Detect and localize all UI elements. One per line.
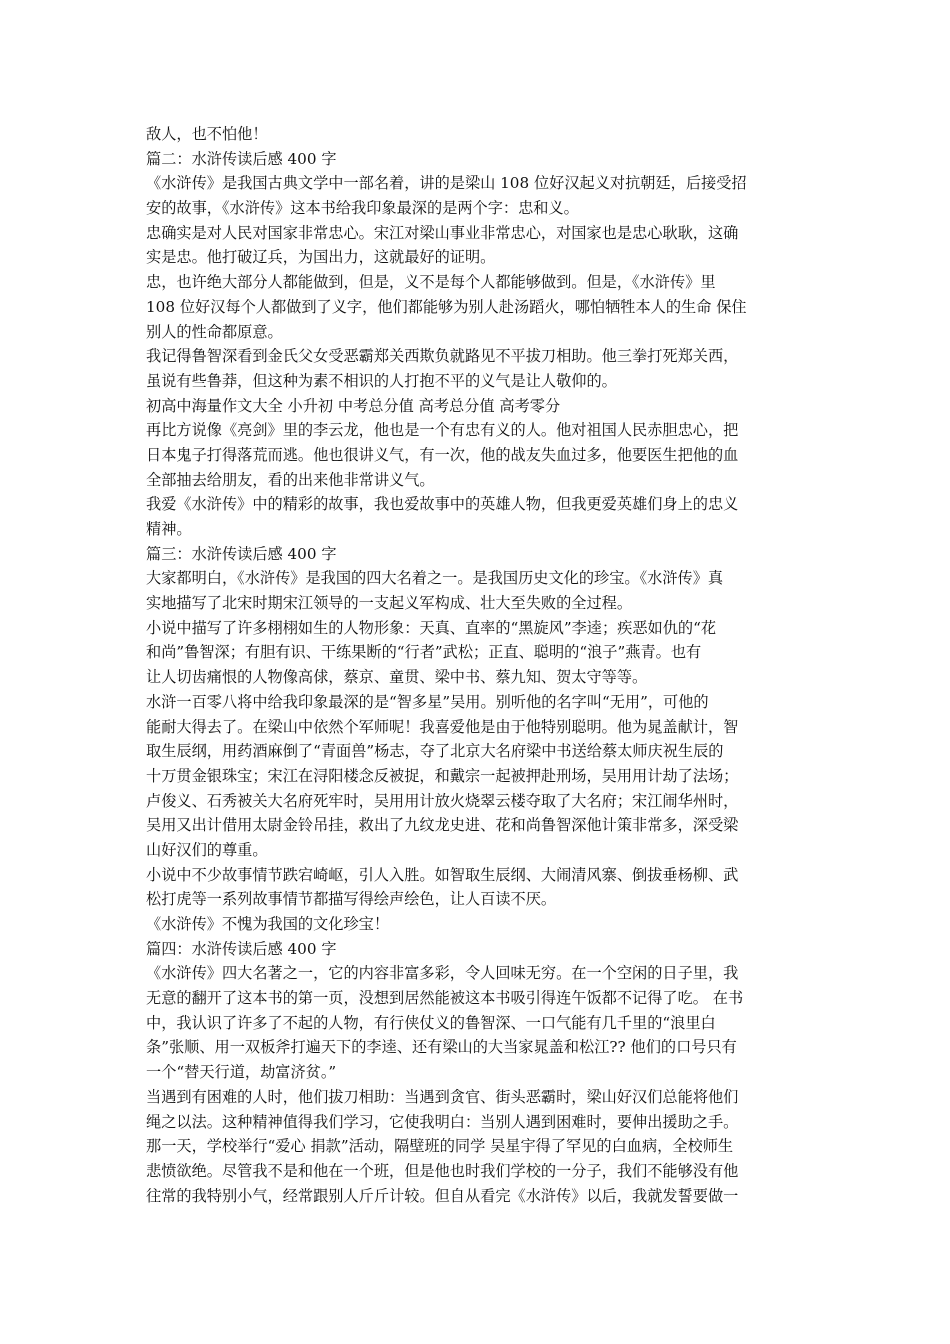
text-line: 当遇到有困难的人时，他们拔刀相助：当遇到贪官、街头恶霸时，梁山好汉们总能将他们 bbox=[146, 1087, 739, 1106]
text-line: 别人的性命都原意。 bbox=[146, 322, 283, 341]
text-line: 水浒一百零八将中给我印象最深的是“智多星”吴用。别听他的名字叫“无用”，可他的 bbox=[146, 692, 709, 711]
text-line: 实地描写了北宋时期宋江领导的一支起义军构成、壮大至失败的全过程。 bbox=[146, 594, 632, 613]
text-line: 松打虎等一系列故事情节都描写得绘声绘色，让人百读不厌。 bbox=[146, 890, 557, 909]
text-line: 再比方说像《亮剑》里的李云龙，他也是一个有忠有义的人。他对祖国人民赤胆忠心，把 bbox=[146, 421, 739, 440]
text-line: 我记得鲁智深看到金氏父女受恶霸郑关西欺负就路见不平拔刀相助。他三拳打死郑关西， bbox=[146, 347, 739, 366]
text-line: 《水浒传》四大名著之一，它的内容非富多彩，令人回味无穷。在一个空闲的日子里，我 bbox=[146, 964, 739, 983]
text-line: 我爱《水浒传》中的精彩的故事，我也爱故事中的英雄人物，但我更爱英雄们身上的忠义 bbox=[146, 495, 739, 514]
text-line: 篇二：水浒传读后感 400 字 bbox=[146, 149, 337, 168]
text-line: 篇四：水浒传读后感 400 字 bbox=[146, 939, 337, 958]
text-line: 吴用又出计借用太尉金铃吊挂，救出了九纹龙史进、花和尚鲁智深他计策非常多，深受梁 bbox=[146, 816, 739, 835]
text-line: 一个“替天行道，劫富济贫。” bbox=[146, 1063, 337, 1082]
text-line: 全部抽去给朋友，看的出来他非常讲义气。 bbox=[146, 470, 435, 489]
document-page bbox=[146, 122, 806, 1208]
text-line: 虽说有些鲁莽，但这种为素不相识的人打抱不平的义气是让人敬仰的。 bbox=[146, 371, 617, 390]
text-line: 《水浒传》不愧为我国的文化珍宝！ bbox=[146, 915, 389, 933]
text-line: 悲愤欲绝。尽管我不是和他在一个班，但是他也时我们学校的一分子，我们不能够没有他 bbox=[146, 1161, 739, 1180]
text-line: 精神。 bbox=[146, 520, 192, 538]
text-line: 大家都明白，《水浒传》是我国的四大名着之一。是我国历史文化的珍宝。《水浒传》真 bbox=[146, 569, 724, 588]
text-line: 绳之以法。这种精神值得我们学习，它使我明白：当别人遇到困难时，要伸出援助之手。 bbox=[146, 1112, 739, 1131]
text-line: 和尚”鲁智深；有胆有识、干练果断的“行者”武松；正直、聪明的“浪子”燕青。也有 bbox=[146, 643, 702, 662]
text-line: 《水浒传》是我国古典文学中一部名着，讲的是梁山 108 位好汉起义对抗朝廷，后接受招 bbox=[146, 174, 747, 193]
text-line: 安的故事，《水浒传》这本书给我印象最深的是两个字：忠和义。 bbox=[146, 199, 579, 218]
text-line: 小说中描写了许多栩栩如生的人物形象：天真、直率的“黑旋风”李逵；疾恶如仇的“花 bbox=[146, 618, 717, 637]
text-line: 初高中海量作文大全 小升初 中考总分值 高考总分值 高考零分 bbox=[146, 396, 561, 415]
text-line: 敌人，也不怕他！ bbox=[146, 125, 268, 143]
text-line: 实是忠。他打破辽兵，为国出力，这就最好的证明。 bbox=[146, 248, 496, 267]
text-line: 中，我认识了许多了不起的人物，有行侠仗义的鲁智深、一口气能有几千里的“浪里白 bbox=[146, 1013, 716, 1032]
text-line: 十万贯金银珠宝；宋江在浔阳楼念反被捉，和戴宗一起被押赴刑场，吴用用计劫了法场； bbox=[146, 766, 739, 785]
text-line: 能耐大得去了。在梁山中依然个军师呢！我喜爱他是由于他特别聪明。他为晁盖献计，智 bbox=[146, 717, 739, 736]
text-line: 那一天，学校举行“爱心 捐款”活动，隔壁班的同学 吴星宇得了罕见的白血病，全校师生 bbox=[146, 1137, 734, 1156]
text-line: 山好汉们的尊重。 bbox=[146, 840, 268, 859]
text-line: 卢俊义、石秀被关大名府死牢时，吴用用计放火烧翠云楼夺取了大名府；宋江闹华州时， bbox=[146, 791, 739, 810]
text-line: 日本鬼子打得落荒而逃。他也很讲义气，有一次，他的战友失血过多，他要医生把他的血 bbox=[146, 445, 739, 464]
text-line: 无意的翻开了这本书的第一页，没想到居然能被这本书吸引得连午饭都不记得了吃。 在书 bbox=[146, 989, 744, 1008]
text-line: 往常的我特别小气，经常跟别人斤斤计较。但自从看完《水浒传》以后，我就发誓要做一 bbox=[146, 1186, 739, 1205]
text-line: 忠，也许绝大部分人都能做到，但是，义不是每个人都能够做到。但是，《水浒传》里 bbox=[146, 273, 716, 292]
text-line: 忠确实是对人民对国家非常忠心。宋江对梁山事业非常忠心，对国家也是忠心耿耿，这确 bbox=[146, 223, 739, 242]
text-line: 108 位好汉每个人都做到了义字，他们都能够为别人赴汤蹈火，哪怕牺牲本人的生命 保住 bbox=[146, 297, 747, 316]
text-line: 篇三：水浒传读后感 400 字 bbox=[146, 544, 337, 563]
text-line: 小说中不少故事情节跌宕崎岖，引人入胜。如智取生辰纲、大闹清风寨、倒拔垂杨柳、武 bbox=[146, 865, 739, 884]
text-line: 取生辰纲，用药酒麻倒了“青面兽”杨志，夺了北京大名府梁中书送给蔡太师庆祝生辰的 bbox=[146, 742, 724, 761]
text-line: 条”张顺、用一双板斧打遍天下的李逵、还有梁山的大当家晁盖和松江?? 他们的口号只有 bbox=[146, 1038, 737, 1057]
text-line: 让人切齿痛恨的人物像高俅，蔡京、童贯、梁中书、蔡九知、贺太守等等。 bbox=[146, 668, 648, 687]
